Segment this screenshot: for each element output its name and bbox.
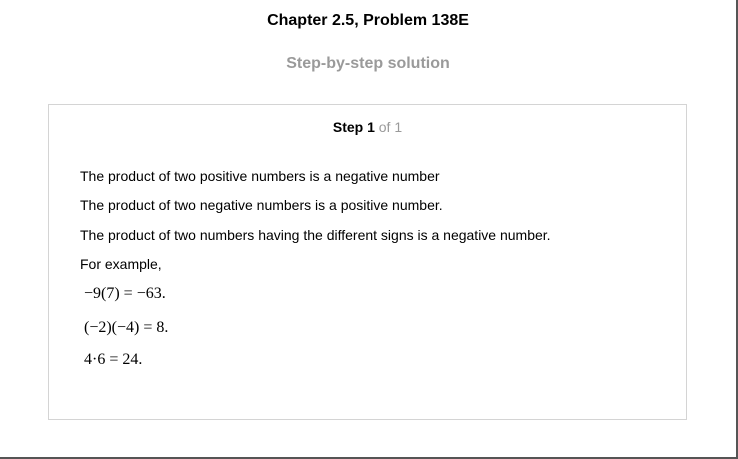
- solution-subtitle: Step-by-step solution: [286, 55, 450, 72]
- equation-2: (−2)(−4) = 8.: [84, 319, 169, 336]
- solution-line-3: The product of two numbers having the different signs is a negative number.: [80, 227, 551, 243]
- equation-1: −9(7) = −63.: [84, 285, 166, 302]
- step-header: [49, 119, 686, 135]
- step-count: of 1: [378, 119, 403, 135]
- step-card: [48, 104, 687, 420]
- solution-line-2: The product of two negative numbers is a positive number.: [80, 197, 443, 213]
- solution-line-4: For example,: [80, 256, 162, 272]
- page-title: Chapter 2.5, Problem 138E: [267, 12, 469, 29]
- equation-3: 4·6 = 24.: [84, 351, 143, 368]
- solution-line-1: The product of two positive numbers is a negative number: [80, 168, 440, 184]
- step-label: Step 1: [332, 119, 375, 135]
